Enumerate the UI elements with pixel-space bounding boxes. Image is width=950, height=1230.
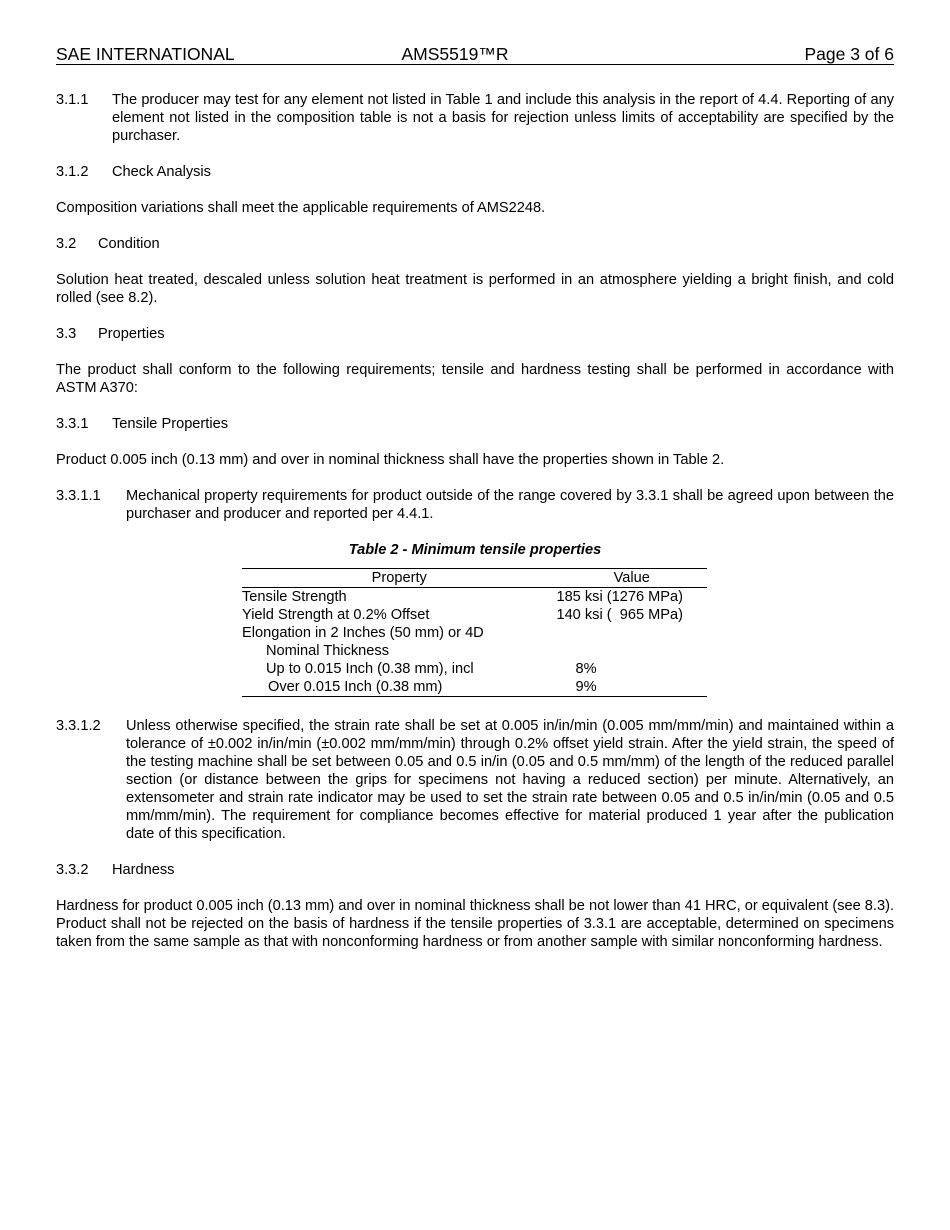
page-header [56, 44, 894, 65]
section-number: 3.3.1.2 [56, 718, 101, 734]
section-text: Mechanical property requirements for product outside of the range covered by 3.3.1 shall be agreed upon between the purchaser and producer and reported per 4.4.1. [126, 488, 894, 522]
column-header-property: Property [242, 569, 556, 588]
table-row [242, 606, 707, 624]
property-cell: Nominal Thickness [266, 643, 390, 659]
section-3-3-heading [56, 325, 894, 343]
column-header-value: Value [556, 569, 707, 588]
value-cell: 140 ksi ( 965 MPa) [556, 607, 683, 623]
value-cell: 185 ksi (1276 MPa) [556, 589, 683, 605]
section-number: 3.1.2 [56, 164, 89, 180]
header-document-id: AMS5519™R [401, 44, 509, 64]
section-3-1-2-heading [56, 163, 894, 181]
value-cell: 8% [575, 661, 597, 677]
document-page [56, 44, 894, 951]
property-cell: Elongation in 2 Inches (50 mm) or 4D [242, 625, 484, 641]
section-3-3-1-body: Product 0.005 inch (0.13 mm) and over in nominal thickness shall have the properties shown in Table 2. [56, 452, 725, 468]
section-number: 3.1.1 [56, 92, 89, 108]
section-3-3-1-1 [56, 487, 894, 523]
section-number: 3.3 [56, 326, 77, 342]
section-3-2-body: Solution heat treated, descaled unless solution heat treatment is performed in an atmosphere yielding a bright finish, and cold rolled (see 8.2). [56, 272, 894, 306]
section-title: Hardness [112, 862, 175, 878]
section-number: 3.3.2 [56, 862, 89, 878]
section-number: 3.3.1 [56, 416, 89, 432]
section-text: Unless otherwise specified, the strain rate shall be set at 0.005 in/in/min (0.005 mm/mm/min) and maintained within a tolerance of ±0.002 in/in/min (±0.002 mm/mm/min) through 0.2% offset yield strain. After the yield strain, the speed of the testing machine shall be set between 0.05 and 0.5 in/in (0.05 and 0.5 mm/mm) of the length of the reduced parallel section (or distance between the grips for specimens not having a reduced section) per minute. Alternatively, an extensometer and strain rate indicator may be used to set the strain rate between 0.05 and 0.5 in/in/min (0.05 and 0.5 mm/mm/min). The requirement for compliance becomes effective for material produced 1 year after the publication date of this specification. [126, 718, 894, 842]
section-number: 3.3.1.1 [56, 488, 101, 504]
header-page-number: Page 3 of 6 [804, 44, 894, 64]
section-3-3-1-2 [56, 717, 894, 843]
property-cell: Over 0.015 Inch (0.38 mm) [242, 678, 556, 697]
section-3-3-1-heading [56, 415, 894, 433]
value-cell: 9% [556, 678, 707, 697]
table-row [242, 678, 707, 697]
tensile-properties-table [242, 568, 707, 697]
section-text: The producer may test for any element not listed in Table 1 and include this analysis in the report of 4.4. Reporting of any element not listed in the composition table is not a basis for rejection unless limits of acceptability are specified by the purchaser. [112, 92, 894, 144]
section-title: Tensile Properties [112, 416, 228, 432]
section-3-1-2-body: Composition variations shall meet the applicable requirements of AMS2248. [56, 200, 546, 216]
section-title: Properties [98, 326, 165, 342]
table-caption: Table 2 - Minimum tensile properties [348, 542, 602, 558]
section-title: Check Analysis [112, 164, 211, 180]
property-cell: Yield Strength at 0.2% Offset [242, 607, 430, 623]
section-3-3-2-heading [56, 861, 894, 879]
table-row [242, 642, 707, 660]
value-cell [556, 624, 707, 642]
section-3-1-1 [56, 91, 894, 145]
section-3-2-heading [56, 235, 894, 253]
section-3-3-body: The product shall conform to the following requirements; tensile and hardness testing shall be performed in accordance with ASTM A370: [56, 362, 894, 396]
section-title: Condition [98, 236, 160, 252]
table-row [242, 624, 707, 642]
value-cell [556, 642, 707, 660]
header-organization: SAE INTERNATIONAL [56, 44, 235, 64]
table-header-row [242, 569, 707, 588]
table-row [242, 588, 707, 607]
property-cell: Up to 0.015 Inch (0.38 mm), incl [266, 661, 474, 677]
section-3-3-2-body: Hardness for product 0.005 inch (0.13 mm) and over in nominal thickness shall be not lower than 41 HRC, or equivalent (see 8.3). Product shall not be rejected on the basis of hardness if the tensile properties of 3.3.1 are acceptable, determined on specimens taken from the same sample as that with nonconforming hardness or from another sample with similar nonconforming hardness. [56, 898, 894, 950]
table-row [242, 660, 707, 678]
section-number: 3.2 [56, 236, 77, 252]
property-cell: Tensile Strength [242, 589, 347, 605]
